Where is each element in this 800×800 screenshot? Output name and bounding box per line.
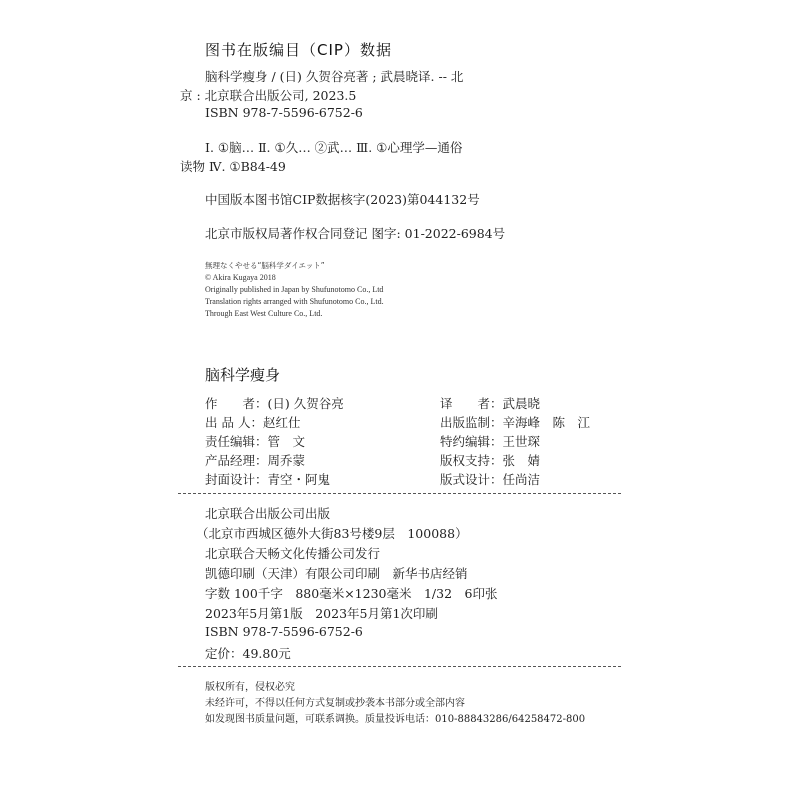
cip-line-5: 读物 Ⅳ. ①B84-49	[180, 159, 286, 174]
credit-right-5: 版式设计：任尚洁	[440, 472, 541, 487]
publisher-line: 北京联合出版公司出版	[205, 506, 331, 521]
cip-line-4: Ⅰ. ①脑… Ⅱ. ①久… ②武… Ⅲ. ①心理学—通俗	[205, 140, 463, 155]
cip-line-7: 北京市版权局著作权合同登记 图字: 01-2022-6984号	[205, 226, 506, 241]
cip-heading: 图书在版编目（CIP）数据	[205, 41, 392, 59]
divider-top	[178, 493, 621, 494]
format-line: 字数 100千字 880毫米×1230毫米 1/32 6印张	[205, 586, 498, 601]
original-title: 無理なくやせる“脳科学ダイエット”	[205, 261, 325, 270]
printer-line: 凯德印刷（天津）有限公司印刷 新华书店经销	[205, 566, 468, 581]
edition-line: 2023年5月第1版 2023年5月第1次印刷	[205, 606, 438, 621]
isbn-line: ISBN 978-7-5596-6752-6	[205, 624, 363, 639]
original-publisher: Originally published in Japan by Shufunotomo Co., Ltd	[205, 285, 384, 294]
copyright-notice: 版权所有，侵权必究	[205, 682, 295, 693]
credit-left-1: 作 者：(日) 久贺谷亮	[205, 396, 344, 411]
credit-left-5: 封面设计：青空・阿鬼	[205, 472, 331, 487]
credit-left-2: 出 品 人：赵红仕	[205, 415, 301, 430]
credit-right-1: 译 者：武晨晓	[440, 396, 541, 411]
publisher-address: （北京市西城区德外大街83号楼9层 100088）	[196, 526, 468, 541]
original-copyright: © Akira Kugaya 2018	[205, 273, 276, 282]
cip-line-6: 中国版本图书馆CIP数据核字(2023)第044132号	[205, 192, 480, 207]
cip-line-3: ISBN 978-7-5596-6752-6	[205, 105, 363, 120]
credit-right-4: 版权支持：张 婧	[440, 453, 541, 468]
book-title: 脑科学瘦身	[205, 366, 281, 384]
credit-left-3: 责任编辑：管 文	[205, 434, 306, 449]
cip-line-2: 京 : 北京联合出版公司, 2023.5	[180, 88, 357, 103]
divider-bottom	[178, 666, 621, 667]
price-line: 定价：49.80元	[205, 646, 291, 661]
credit-right-3: 特约编辑：王世琛	[440, 434, 541, 449]
credit-left-4: 产品经理：周乔蒙	[205, 453, 306, 468]
agency-line: Through East West Culture Co., Ltd.	[205, 309, 323, 318]
cip-line-1: 脑科学瘦身 / (日) 久贺谷亮著 ; 武晨晓译. -- 北	[205, 69, 464, 84]
credit-right-2: 出版监制：辛海峰 陈 江	[440, 415, 591, 430]
distributor-line: 北京联合天畅文化传播公司发行	[205, 546, 381, 561]
quality-notice: 如发现图书质量问题，可联系调换。质量投诉电话：010-88843286/64258472-800	[205, 714, 586, 725]
reproduction-notice: 未经许可，不得以任何方式复制或抄袭本书部分或全部内容	[205, 698, 465, 709]
translation-rights: Translation rights arranged with Shufunotomo Co., Ltd.	[205, 297, 384, 306]
